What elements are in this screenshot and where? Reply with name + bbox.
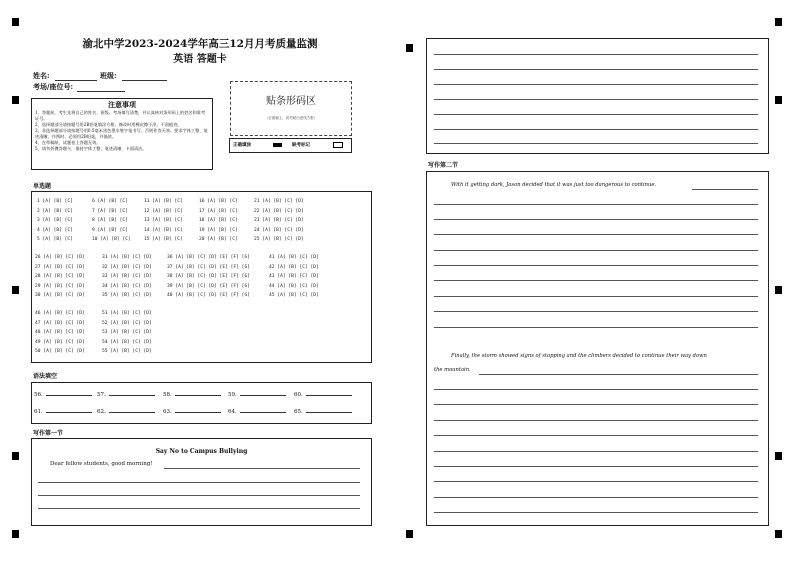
writing-line[interactable] bbox=[434, 143, 758, 144]
writing-line[interactable] bbox=[434, 69, 758, 70]
continuation-paragraph-1: With it getting dark, Jason decided that it was just too dangerous to continue. bbox=[451, 182, 657, 188]
class-field[interactable] bbox=[122, 80, 167, 81]
writing-line[interactable] bbox=[434, 481, 758, 482]
answer-line[interactable] bbox=[175, 412, 221, 413]
question-item[interactable]: 44 [A] [B] [C] [D] bbox=[269, 284, 319, 289]
question-item[interactable]: 17 [A] [B] [C] bbox=[199, 209, 238, 214]
answer-line[interactable] bbox=[46, 395, 92, 396]
question-item[interactable]: 49 [A] [B] [C] [D] bbox=[35, 340, 85, 345]
room-seat-label: 考场/座位号: bbox=[33, 82, 74, 91]
blank-56[interactable] bbox=[34, 392, 92, 398]
blank-60[interactable] bbox=[294, 392, 352, 398]
barcode-note: （正面朝上，切勿贴出虚线方框） bbox=[264, 116, 318, 120]
section-writing-2: 写作第二节 bbox=[428, 162, 459, 169]
writing-line[interactable] bbox=[38, 508, 360, 509]
notice-item: 4、在草稿纸、试题卷上答题无效。 bbox=[35, 140, 101, 145]
writing-line[interactable] bbox=[434, 114, 758, 115]
blank-number: 63. bbox=[163, 409, 172, 415]
blank-64[interactable] bbox=[228, 409, 286, 415]
continuation-paragraph-2: Finally, the storm showed signs of stopping and the climbers decided to continue their way down bbox=[451, 353, 707, 359]
question-item[interactable]: 8 [A] [B] [C] bbox=[92, 218, 128, 223]
question-item[interactable]: 31 [A] [B] [C] [D] bbox=[102, 255, 152, 260]
question-item[interactable]: 34 [A] [B] [C] [D] bbox=[102, 284, 152, 289]
question-item[interactable]: 36 [A] [B] [C] [D] [E] [F] [G] bbox=[167, 255, 250, 260]
blank-number: 65. bbox=[294, 409, 303, 415]
writing-line[interactable] bbox=[434, 327, 758, 328]
question-item[interactable]: 47 [A] [B] [C] [D] bbox=[35, 321, 85, 326]
writing-line[interactable] bbox=[434, 54, 758, 55]
answer-line[interactable] bbox=[109, 412, 155, 413]
writing-line[interactable] bbox=[434, 204, 758, 205]
blank-65[interactable] bbox=[294, 409, 352, 415]
blank-number: 56. bbox=[34, 392, 43, 398]
answer-line[interactable] bbox=[109, 395, 155, 396]
writing-line[interactable] bbox=[434, 512, 758, 513]
timing-mark bbox=[775, 96, 782, 104]
timing-mark bbox=[775, 530, 782, 538]
page-subtitle: 英语 答题卡 bbox=[173, 54, 227, 65]
writing-line[interactable] bbox=[434, 234, 758, 235]
blank-number: 62. bbox=[97, 409, 106, 415]
writing-line[interactable] bbox=[434, 497, 758, 498]
blank-57[interactable] bbox=[97, 392, 155, 398]
correct-fill-label: 正确填涂 bbox=[233, 143, 251, 148]
question-item[interactable]: 11 [A] [B] [C] bbox=[144, 199, 183, 204]
essay-title: Say No to Campus Bullying bbox=[155, 448, 248, 455]
question-item[interactable]: 53 [A] [B] [C] [D] bbox=[102, 330, 152, 335]
writing-line[interactable] bbox=[434, 451, 758, 452]
writing-line[interactable] bbox=[434, 420, 758, 421]
essay-opening: Dear fellow students, good morning! bbox=[50, 461, 153, 467]
question-item[interactable]: 40 [A] [B] [C] [D] [E] [F] [G] bbox=[167, 293, 250, 298]
question-item[interactable]: 5 [A] [B] [C] bbox=[37, 237, 73, 242]
question-item[interactable]: 28 [A] [B] [C] [D] bbox=[35, 274, 85, 279]
question-item[interactable]: 50 [A] [B] [C] [D] bbox=[35, 349, 85, 354]
barcode-title: 贴条形码区 bbox=[266, 96, 316, 107]
question-item[interactable]: 26 [A] [B] [C] [D] bbox=[35, 255, 85, 260]
blank-number: 60. bbox=[294, 392, 303, 398]
writing-line[interactable] bbox=[434, 280, 758, 281]
section-writing-1: 写作第一节 bbox=[33, 430, 64, 437]
blank-59[interactable] bbox=[228, 392, 286, 398]
question-item[interactable]: 22 [A] [B] [C] [D] bbox=[254, 209, 304, 214]
answer-line[interactable] bbox=[46, 412, 92, 413]
question-item[interactable]: 3 [A] [B] [C] bbox=[37, 218, 73, 223]
timing-mark bbox=[406, 530, 413, 538]
question-item[interactable]: 25 [A] [B] [C] [D] bbox=[254, 237, 304, 242]
room-seat-field[interactable] bbox=[77, 91, 125, 92]
question-item[interactable]: 29 [A] [B] [C] [D] bbox=[35, 284, 85, 289]
timing-mark bbox=[12, 18, 19, 26]
writing-line[interactable] bbox=[38, 495, 360, 496]
blank-number: 58. bbox=[163, 392, 172, 398]
blank-number: 64. bbox=[228, 409, 237, 415]
writing-continued-box bbox=[426, 38, 769, 154]
name-label: 姓名: bbox=[33, 71, 50, 80]
writing-line[interactable] bbox=[692, 189, 758, 190]
notice-item: 5、请勿折叠答题卡，保持字体工整、笔迹清晰、卡面清洁。 bbox=[35, 146, 147, 151]
question-item[interactable]: 20 [A] [B] [C] bbox=[199, 237, 238, 242]
writing-line[interactable] bbox=[434, 219, 758, 220]
fill-legend bbox=[229, 138, 352, 153]
question-item[interactable]: 23 [A] [B] [C] [D] bbox=[254, 218, 304, 223]
question-item[interactable]: 15 [A] [B] [C] bbox=[144, 237, 183, 242]
absent-mark-box[interactable] bbox=[333, 142, 343, 148]
grammar-box bbox=[31, 382, 372, 424]
timing-mark bbox=[406, 44, 413, 52]
question-item[interactable]: 2 [A] [B] [C] bbox=[37, 209, 73, 214]
blank-61[interactable] bbox=[34, 409, 92, 415]
writing-1-box bbox=[31, 438, 372, 526]
answer-line[interactable] bbox=[240, 412, 286, 413]
question-item[interactable]: 13 [A] [B] [C] bbox=[144, 218, 183, 223]
question-item[interactable]: 35 [A] [B] [C] [D] bbox=[102, 293, 152, 298]
writing-line[interactable] bbox=[434, 265, 758, 266]
writing-line[interactable] bbox=[164, 468, 360, 469]
question-item[interactable]: 38 [A] [B] [C] [D] [E] [F] [G] bbox=[167, 274, 250, 279]
question-item[interactable]: 42 [A] [B] [C] [D] bbox=[269, 265, 319, 270]
blank-number: 57. bbox=[97, 392, 106, 398]
question-item[interactable]: 7 [A] [B] [C] bbox=[92, 209, 128, 214]
answer-line[interactable] bbox=[175, 395, 221, 396]
blank-62[interactable] bbox=[97, 409, 155, 415]
notice-title: 注意事项 bbox=[108, 100, 136, 109]
barcode-area bbox=[230, 81, 352, 136]
question-item[interactable]: 6 [A] [B] [C] bbox=[92, 199, 128, 204]
writing-line[interactable] bbox=[38, 482, 360, 483]
question-item[interactable]: 9 [A] [B] [C] bbox=[92, 228, 128, 233]
question-item[interactable]: 41 [A] [B] [C] [D] bbox=[269, 255, 319, 260]
notice-item: 1、答题前，考生先将自己的姓名、班级、考场填写清楚，并认真核对条形码上的姓名和准考证号。 bbox=[35, 110, 206, 121]
timing-mark bbox=[775, 452, 782, 460]
question-item[interactable]: 45 [A] [B] [C] [D] bbox=[269, 293, 319, 298]
question-item[interactable]: 10 [A] [B] [C] bbox=[92, 237, 131, 242]
timing-mark bbox=[12, 286, 19, 294]
timing-mark bbox=[12, 530, 19, 538]
question-item[interactable]: 14 [A] [B] [C] bbox=[144, 228, 183, 233]
question-item[interactable]: 46 [A] [B] [C] [D] bbox=[35, 311, 85, 316]
writing-line[interactable] bbox=[434, 296, 758, 297]
answer-line[interactable] bbox=[306, 395, 352, 396]
writing-line[interactable] bbox=[434, 84, 758, 85]
blank-58[interactable] bbox=[163, 392, 221, 398]
question-item[interactable]: 33 [A] [B] [C] [D] bbox=[102, 274, 152, 279]
timing-mark bbox=[775, 286, 782, 294]
section-grammar: 语法填空 bbox=[33, 373, 58, 380]
answer-line[interactable] bbox=[240, 395, 286, 396]
notice-item: 3、非选择题部分请按题号用0.5毫米黑色墨水签字笔书写，否则作答无效。要求字体工整、笔迹清晰。作图时，必须用2B铅笔，并描浓。 bbox=[35, 128, 208, 139]
blank-number: 59. bbox=[228, 392, 237, 398]
timing-mark bbox=[775, 18, 782, 26]
writing-line[interactable] bbox=[434, 129, 758, 130]
timing-mark bbox=[12, 96, 19, 104]
question-item[interactable]: 52 [A] [B] [C] [D] bbox=[102, 321, 152, 326]
question-item[interactable]: 27 [A] [B] [C] [D] bbox=[35, 265, 85, 270]
question-item[interactable]: 19 [A] [B] [C] bbox=[199, 228, 238, 233]
question-item[interactable]: 32 [A] [B] [C] [D] bbox=[102, 265, 152, 270]
writing-line[interactable] bbox=[479, 374, 758, 375]
page-title: 渝北中学2023-2024学年高三12月月考质量监测 bbox=[82, 38, 318, 50]
writing-line[interactable] bbox=[434, 435, 758, 436]
writing-line[interactable] bbox=[434, 466, 758, 467]
blank-number: 61. bbox=[34, 409, 43, 415]
writing-line[interactable] bbox=[434, 250, 758, 251]
answer-line[interactable] bbox=[306, 412, 352, 413]
question-item[interactable]: 30 [A] [B] [C] [D] bbox=[35, 293, 85, 298]
writing-line[interactable] bbox=[434, 311, 758, 312]
question-item[interactable]: 43 [A] [B] [C] [D] bbox=[269, 274, 319, 279]
question-item[interactable]: 4 [A] [B] [C] bbox=[37, 228, 73, 233]
question-item[interactable]: 48 [A] [B] [C] [D] bbox=[35, 330, 85, 335]
question-item[interactable]: 55 [A] [B] [C] [D] bbox=[102, 349, 152, 354]
notice-box bbox=[31, 98, 213, 170]
question-item[interactable]: 24 [A] [B] [C] [D] bbox=[254, 228, 304, 233]
section-single-choice: 单选题 bbox=[33, 183, 52, 190]
question-item[interactable]: 39 [A] [B] [C] [D] [E] [F] [G] bbox=[167, 284, 250, 289]
correct-fill-sample bbox=[273, 143, 282, 147]
question-item[interactable]: 54 [A] [B] [C] [D] bbox=[102, 340, 152, 345]
question-item[interactable]: 37 [A] [B] [C] [D] [E] [F] [G] bbox=[167, 265, 250, 270]
writing-2-box bbox=[426, 171, 769, 526]
class-label: 班级: bbox=[100, 71, 117, 80]
question-item[interactable]: 18 [A] [B] [C] bbox=[199, 218, 238, 223]
blank-63[interactable] bbox=[163, 409, 221, 415]
writing-line[interactable] bbox=[434, 99, 758, 100]
absent-mark-label: 缺考标记 bbox=[292, 143, 310, 148]
continuation-paragraph-2-end: the mountain. bbox=[434, 367, 471, 373]
writing-line[interactable] bbox=[434, 404, 758, 405]
name-field[interactable] bbox=[55, 80, 97, 81]
question-item[interactable]: 1 [A] [B] [C] bbox=[37, 199, 73, 204]
question-item[interactable]: 12 [A] [B] [C] bbox=[144, 209, 183, 214]
single-choice-box bbox=[31, 191, 372, 363]
question-item[interactable]: 21 [A] [B] [C] [D] bbox=[254, 199, 304, 204]
question-item[interactable]: 51 [A] [B] [C] [D] bbox=[102, 311, 152, 316]
writing-line[interactable] bbox=[434, 389, 758, 390]
notice-item: 2、选择题部分请按题号用2B铅笔填涂方框，修改时用橡皮擦干净，不留痕迹。 bbox=[35, 122, 182, 127]
timing-mark bbox=[12, 452, 19, 460]
question-item[interactable]: 16 [A] [B] [C] bbox=[199, 199, 238, 204]
